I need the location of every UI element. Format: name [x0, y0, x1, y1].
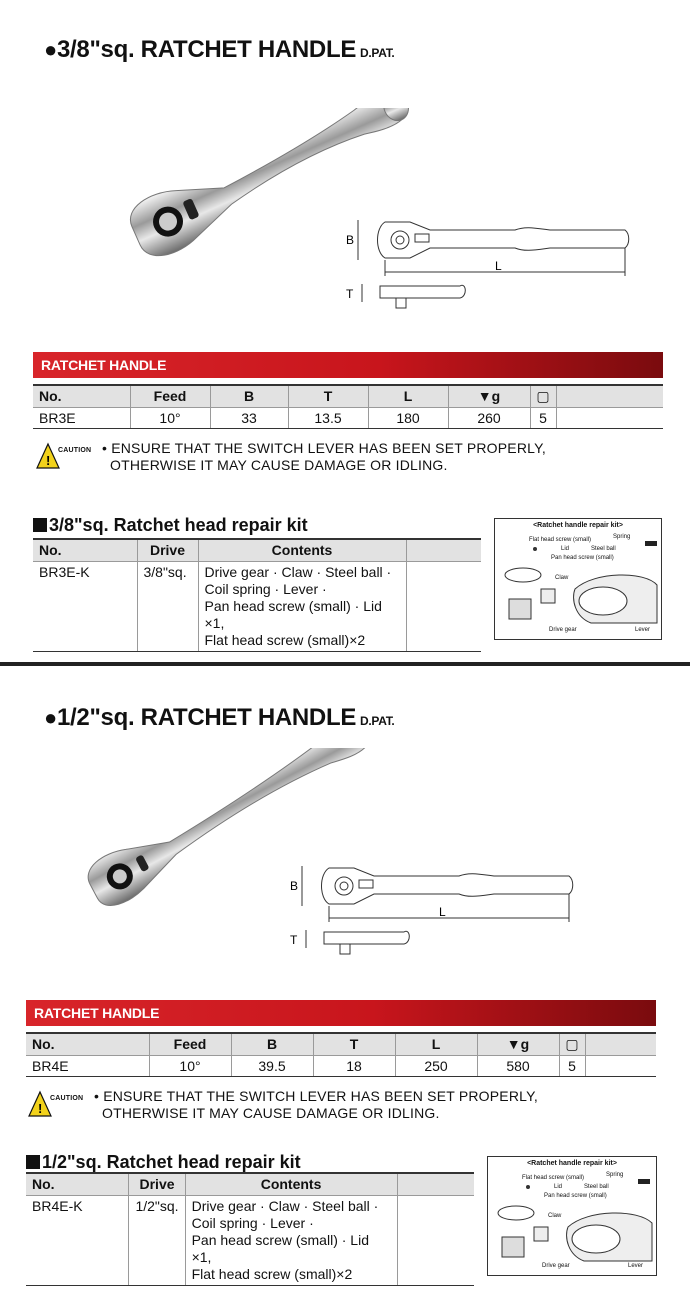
spec-table	[33, 384, 663, 429]
caution-line-1: • ENSURE THAT THE SWITCH LEVER HAS BEEN SET PROPERLY,	[102, 440, 546, 456]
title-text: 1/2"sq. RATCHET HANDLE	[57, 704, 357, 731]
cell-qty: 5	[559, 1055, 585, 1076]
kit-cell-contents: Drive gear · Claw · Steel ball · Coil spring · Lever · Pan head screw (small) · Lid ×1, Flat head screw (small)×2	[185, 1195, 397, 1285]
col-no: No.	[33, 385, 130, 407]
col-qty	[530, 385, 556, 407]
caution-label: CAUTION	[58, 447, 92, 454]
col-l: L	[395, 1033, 477, 1055]
product-title	[44, 36, 394, 64]
title-text: 3/8"sq. RATCHET HANDLE	[57, 36, 357, 63]
kit-table	[26, 1172, 474, 1286]
box-icon: ▢	[565, 1035, 579, 1052]
table-header-bar: RATCHET HANDLE	[33, 352, 663, 378]
col-b: B	[210, 385, 288, 407]
cell-no: BR3E	[33, 407, 130, 428]
box-icon: ▢	[536, 387, 550, 404]
kit-cell-drive: 1/2"sq.	[129, 1195, 185, 1285]
kit-col-empty	[406, 539, 481, 561]
caution-line-2: OTHERWISE IT MAY CAUSE DAMAGE OR IDLING.	[102, 1105, 440, 1121]
caution-note	[28, 1088, 648, 1124]
caution-line-1: • ENSURE THAT THE SWITCH LEVER HAS BEEN SET PROPERLY,	[94, 1088, 538, 1104]
spec-table	[26, 1032, 656, 1077]
dimension-drawing	[284, 858, 584, 968]
table-row	[26, 1055, 656, 1076]
cell-feed: 10°	[149, 1055, 231, 1076]
cell-qty: 5	[530, 407, 556, 428]
title-suffix: D.PAT.	[360, 714, 395, 728]
cell-empty	[556, 407, 663, 428]
cell-empty	[585, 1055, 656, 1076]
col-empty	[556, 385, 663, 407]
bullet-icon: ●	[44, 705, 57, 730]
caution-note	[36, 440, 656, 476]
col-qty	[559, 1033, 585, 1055]
kit-title: 1/2"sq. Ratchet head repair kit	[26, 1152, 301, 1173]
cell-b: 39.5	[231, 1055, 313, 1076]
caution-label: CAUTION	[50, 1095, 84, 1102]
kit-cell-drive: 3/8"sq.	[137, 561, 198, 651]
col-weight: ▼g	[477, 1033, 559, 1055]
dim-t-label: T	[346, 287, 354, 301]
cell-g: 260	[448, 407, 530, 428]
repair-kit-diagram: <Ratchet handle repair kit> Flat head screw (small) Lid Pan head screw (small) Claw Steel ball Spring Drive gear Lever	[487, 1156, 657, 1276]
product-title	[44, 704, 394, 732]
kit-cell-empty	[397, 1195, 474, 1285]
cell-g: 580	[477, 1055, 559, 1076]
col-b: B	[231, 1033, 313, 1055]
col-no: No.	[26, 1033, 149, 1055]
col-t: T	[288, 385, 368, 407]
cell-no: BR4E	[26, 1055, 149, 1076]
dim-b-label: B	[290, 879, 299, 893]
dim-l-label: L	[439, 905, 446, 919]
col-t: T	[313, 1033, 395, 1055]
title-suffix: D.PAT.	[360, 46, 395, 60]
dim-l-label: L	[495, 259, 502, 273]
kit-diagram-title: <Ratchet handle repair kit>	[533, 522, 623, 529]
cell-t: 13.5	[288, 407, 368, 428]
kit-col-no: No.	[33, 539, 137, 561]
col-feed: Feed	[149, 1033, 231, 1055]
repair-kit-diagram: <Ratchet handle repair kit> Flat head screw (small) Lid Pan head screw (small) Claw Steel ball Spring Drive gear Lever	[494, 518, 662, 640]
svg-text:!: !	[38, 1101, 43, 1116]
cell-b: 33	[210, 407, 288, 428]
kit-cell-contents: Drive gear · Claw · Steel ball · Coil spring · Lever · Pan head screw (small) · Lid ×1, Flat head screw (small)×2	[198, 561, 406, 651]
kit-cell-empty	[406, 561, 481, 651]
dimension-drawing	[340, 212, 640, 322]
col-empty	[585, 1033, 656, 1055]
kit-row	[26, 1195, 474, 1285]
kit-col-contents: Contents	[185, 1173, 397, 1195]
bullet-icon: ●	[44, 37, 57, 62]
kit-row	[33, 561, 481, 651]
kit-diagram-title: <Ratchet handle repair kit>	[527, 1160, 617, 1167]
caution-line-2: OTHERWISE IT MAY CAUSE DAMAGE OR IDLING.	[110, 457, 448, 473]
kit-col-contents: Contents	[198, 539, 406, 561]
kit-cell-no: BR3E-K	[33, 561, 137, 651]
weight-triangle-icon: ▼	[477, 388, 492, 405]
kit-col-drive: Drive	[137, 539, 198, 561]
cell-l: 250	[395, 1055, 477, 1076]
cell-feed: 10°	[130, 407, 210, 428]
col-weight: ▼g	[448, 385, 530, 407]
dim-t-label: T	[290, 933, 298, 947]
kit-title: 3/8"sq. Ratchet head repair kit	[33, 515, 308, 536]
weight-triangle-icon: ▼	[506, 1036, 521, 1053]
kit-col-no: No.	[26, 1173, 129, 1195]
col-l: L	[368, 385, 448, 407]
square-bullet-icon	[26, 1155, 40, 1169]
cell-l: 180	[368, 407, 448, 428]
square-bullet-icon	[33, 518, 47, 532]
kit-cell-no: BR4E-K	[26, 1195, 129, 1285]
section-divider	[0, 662, 690, 666]
kit-col-empty	[397, 1173, 474, 1195]
svg-text:!: !	[46, 453, 51, 468]
table-row	[33, 407, 663, 428]
kit-col-drive: Drive	[129, 1173, 185, 1195]
section-1-2-ratchet	[0, 668, 696, 1313]
kit-table	[33, 538, 481, 652]
col-feed: Feed	[130, 385, 210, 407]
table-header-bar: RATCHET HANDLE	[26, 1000, 656, 1026]
dim-b-label: B	[346, 233, 355, 247]
cell-t: 18	[313, 1055, 395, 1076]
